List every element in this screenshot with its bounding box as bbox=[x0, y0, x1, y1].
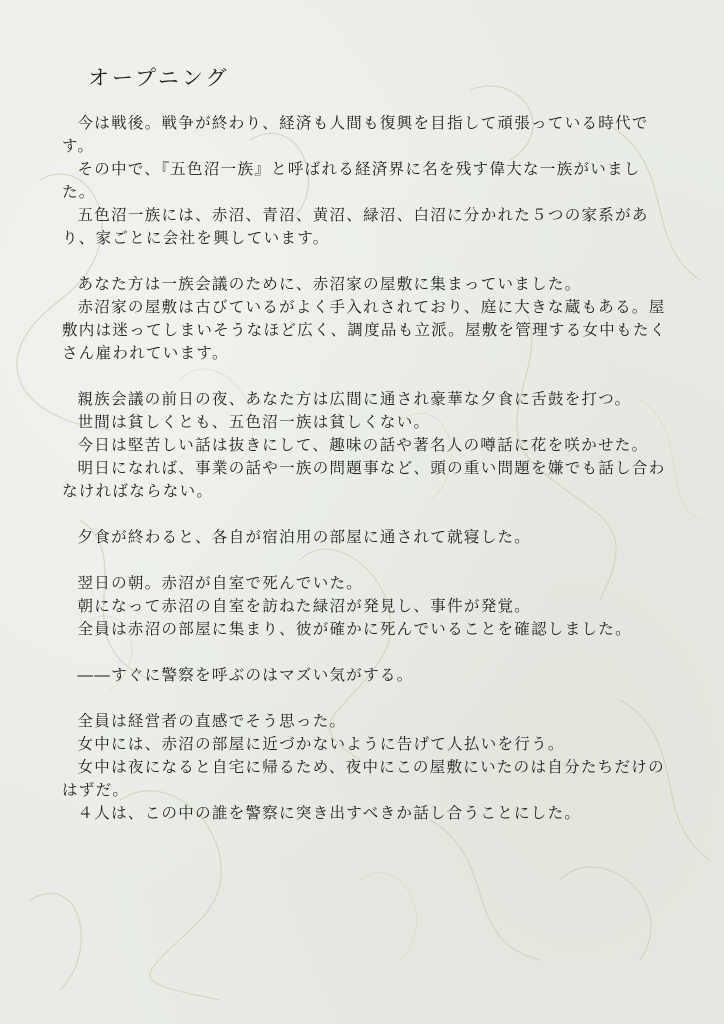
paragraph: 世間は貧しくとも、五色沼一族は貧しくない。 bbox=[77, 413, 431, 431]
paragraph: 五色沼一族には、赤沼、青沼、黄沼、緑沼、白沼に分かれた５つの家系があり、家ごとに会社を興しています。 bbox=[62, 206, 649, 247]
paragraph-gap bbox=[62, 549, 672, 572]
paragraph-gap bbox=[62, 687, 672, 710]
paragraph: 赤沼家の屋敷は古びているがよく手入れされており、庭に大きな蔵もある。屋敷内は迷ってしまいそうなほど広く、調度品も立派。屋敷を管理する女中もたくさん雇われています。 bbox=[62, 298, 667, 362]
paragraph: その中で、『五色沼一族』と呼ばれる経済界に名を残す偉大な一族がいました。 bbox=[62, 160, 641, 201]
paragraph-gap bbox=[62, 250, 672, 273]
paragraph-gap bbox=[62, 503, 672, 526]
paragraph: 今日は堅苦しい話は抜きにして、趣味の話や著名人の噂話に花を咲かせた。 bbox=[77, 436, 649, 454]
paragraph-list bbox=[62, 112, 672, 825]
paragraph: 女中は夜になると自宅に帰るため、夜中にこの屋敷にいたのは自分たちだけのはずだ。 bbox=[62, 758, 665, 799]
paragraph-gap bbox=[62, 365, 672, 388]
paragraph: 女中には、赤沼の部屋に近づかないように告げて人払いを行う。 bbox=[77, 735, 565, 753]
paragraph: 明日になれば、事業の話や一族の問題事など、頭の重い問題を嫌でも話し合わなければならない。 bbox=[62, 459, 666, 500]
document-body bbox=[62, 62, 672, 825]
paragraph: 今は戦後。戦争が終わり、経済も人間も復興を目指して頑張っている時代です。 bbox=[62, 114, 649, 155]
paragraph: あなた方は一族会議のために、赤沼家の屋敷に集まっていました。 bbox=[77, 275, 582, 293]
paragraph-gap bbox=[62, 641, 672, 664]
paragraph: 全員は赤沼の部屋に集まり、彼が確かに死んでいることを確認しました。 bbox=[77, 620, 632, 638]
paragraph: ――すぐに警察を呼ぶのはマズい気がする。 bbox=[77, 666, 414, 684]
paragraph: 夕食が終わると、各自が宿泊用の部屋に通されて就寝した。 bbox=[77, 528, 532, 546]
paragraph: 朝になって赤沼の自室を訪ねた緑沼が発見し、事件が発覚。 bbox=[77, 597, 532, 615]
paragraph: ４人は、この中の誰を警察に突き出すべきか話し合うことにした。 bbox=[77, 804, 582, 822]
paragraph: 翌日の朝。赤沼が自室で死んでいた。 bbox=[77, 574, 364, 592]
document-title: オープニング bbox=[88, 66, 230, 90]
paragraph: 全員は経営者の直感でそう思った。 bbox=[77, 712, 347, 730]
paragraph: 親族会議の前日の夜、あなた方は広間に通され豪華な夕食に舌鼓を打つ。 bbox=[77, 390, 632, 408]
